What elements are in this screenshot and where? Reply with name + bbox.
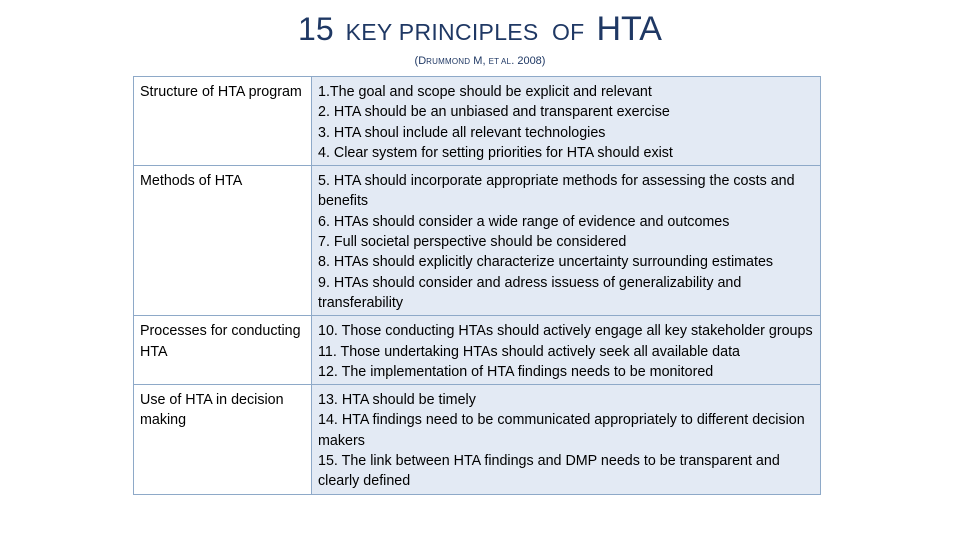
principle-item: 1.The goal and scope should be explicit and relevant [318,84,652,100]
principle-item: 9. HTAs should consider and adress issuess of generalizability and transferability [318,274,742,311]
citation-open: ( [414,55,419,67]
citation-author-initial: D [418,55,427,67]
category-cell: Use of HTA in decision making [134,385,312,494]
citation-author-rest: RUMMOND [426,57,471,66]
category-cell: Structure of HTA program [134,77,312,166]
principle-item: 4. Clear system for setting priorities for HTA should exist [318,144,673,161]
citation-author-suffix: M, [470,55,489,67]
title-number: 15 [298,11,334,47]
table-row [134,77,821,166]
principle-item: 3. HTA shoul include all relevant technologies [318,124,606,141]
principle-item: 10. Those conducting HTAs should actively engage all key stakeholder groups [318,323,813,340]
principle-item: 15. The link between HTA findings and DMP needs to be transparent and clearly defined [318,453,780,490]
principle-item: 14. HTA findings need to be communicated appropriately to different decision makers [318,412,805,449]
category-cell: Methods of HTA [134,166,312,316]
items-cell [312,385,821,494]
principle-item: 11. Those undertaking HTAs should actively seek all available data [318,343,741,360]
principle-item: 12. The implementation of HTA findings needs to be monitored [318,363,714,380]
title-acronym: HTA [596,10,662,48]
table-row [134,316,821,385]
citation-year: . 2008) [511,55,546,67]
category-cell: Processes for conducting HTA [134,316,312,385]
citation-etal: ET AL [488,57,512,66]
principles-table [133,76,821,495]
citation [0,55,960,67]
principle-item: 7. Full societal perspective should be considered [318,234,627,251]
table-row [134,385,821,494]
principle-item: 8. HTAs should explicitly characterize uncertainty surrounding estimates [318,254,774,271]
principle-item: 13. HTA should be timely [318,392,476,409]
items-cell [312,316,821,385]
title-key-principles: KEY PRINCIPLES OF [345,19,585,45]
slide-title [0,10,960,49]
items-cell [312,166,821,316]
principle-item: 6. HTAs should consider a wide range of evidence and outcomes [318,213,730,230]
principle-item: 5. HTA should incorporate appropriate methods for assessing the costs and benefits [318,173,795,210]
table-row [134,166,821,316]
principle-item: 2. HTA should be an unbiased and transparent exercise [318,104,670,121]
items-cell [312,77,821,166]
